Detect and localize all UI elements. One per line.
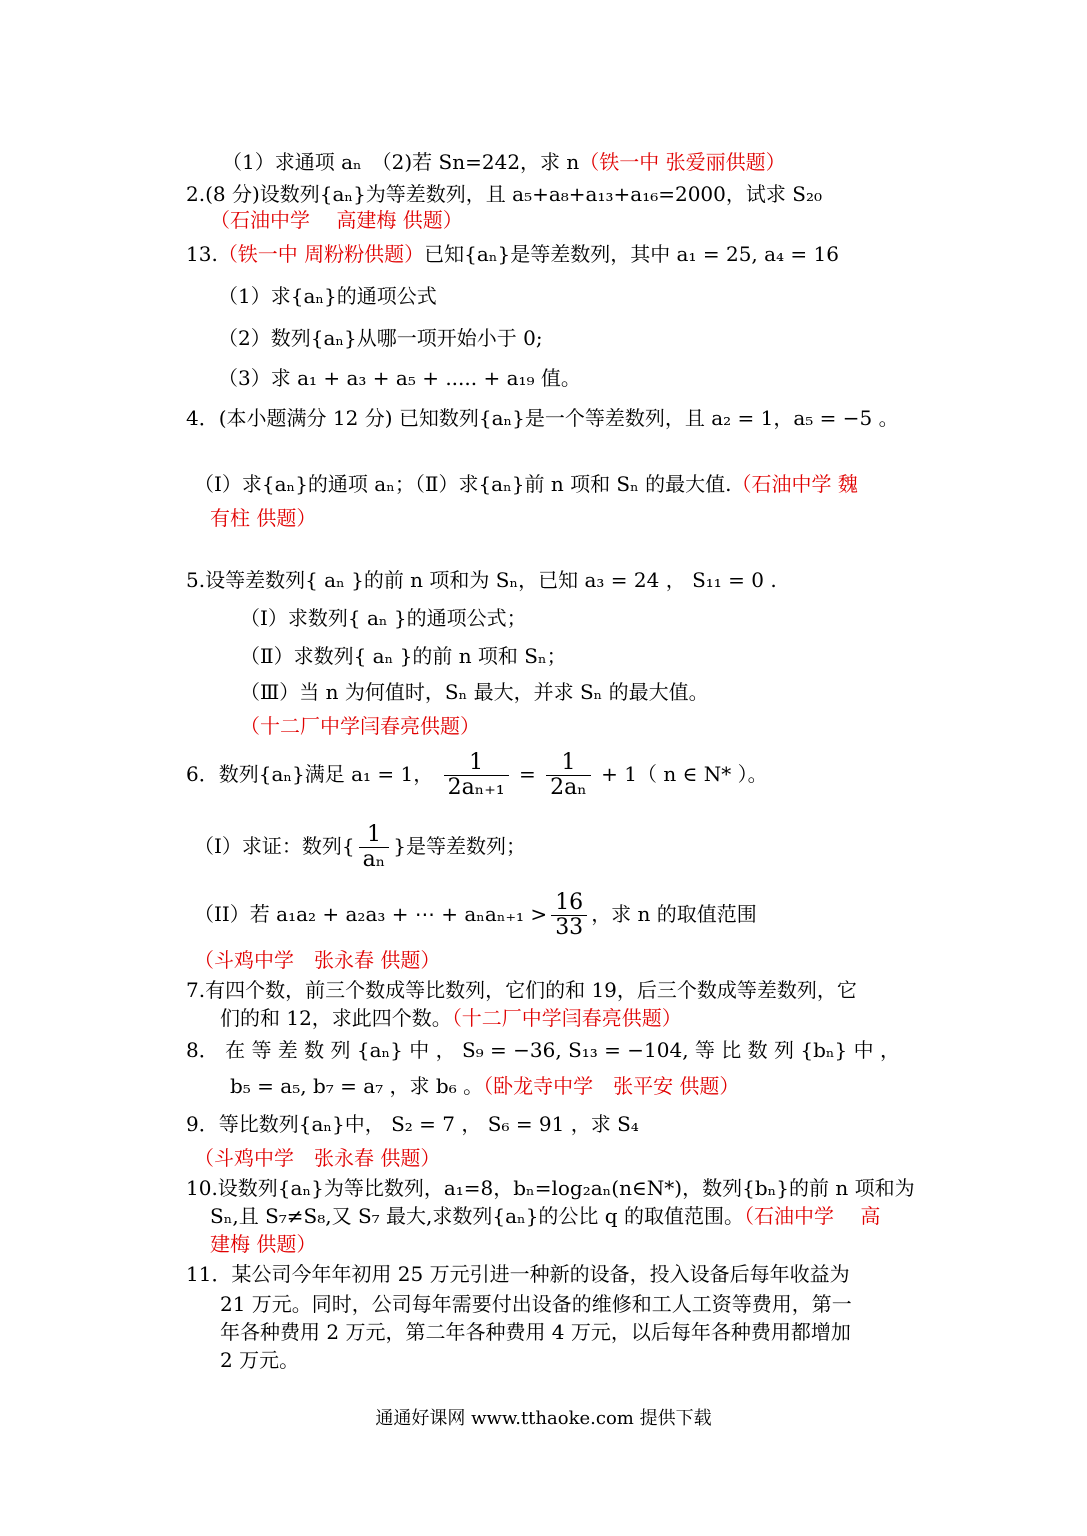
problem-10-line-2: Sₙ,且 S₇≠S₈,又 S₇ 最大,求数列{aₙ}的公比 q 的取值范围。（石油中学 高 — [210, 1204, 881, 1228]
source-label: （石油中学 魏 — [731, 472, 858, 496]
problem-7-line-1: 7.有四个数，前三个数成等比数列，它们的和 19，后三个数成等差数列，它 — [186, 978, 857, 1002]
source-label: 有柱 供题） — [210, 506, 317, 530]
problem-7-line-2: 们的和 12，求此四个数。（十二厂中学闫春亮供题） — [220, 1006, 682, 1030]
source-label: （斗鸡中学 张永春 供题） — [194, 1146, 441, 1170]
source-label: 建梅 供题） — [210, 1232, 317, 1256]
problem-4-parts: （Ⅰ）求{aₙ}的通项 aₙ；（Ⅱ）求{aₙ}前 n 项和 Sₙ 的最大值.（石油中学 魏 — [194, 472, 858, 496]
problem-10-line-1: 10.设数列{aₙ}为等比数列，a₁=8，bₙ=log₂aₙ(n∈N*)，数列{bₙ}的前 n 项和为 — [186, 1176, 915, 1200]
problem-1-parts: （1）求通项 aₙ （2)若 Sn=242，求 n（铁一中 张爱丽供题） — [222, 150, 786, 174]
problem-8-line-1: 8． 在 等 差 数 列 {aₙ} 中 ， S₉ = −36, S₁₃ = −104, 等 比 数 列 {bₙ} 中 ， — [186, 1038, 900, 1062]
problem-11-line-1: 11．某公司今年年初用 25 万元引进一种新的设备，投入设备后每年收益为 — [186, 1262, 850, 1286]
problem-4: 4．(本小题满分 12 分) 已知数列{aₙ}是一个等差数列，且 a₂ = 1，a₅ = −5 。 — [186, 406, 899, 430]
source-label: （石油中学 高建梅 供题） — [210, 208, 463, 232]
source-label: （石油中学 高 — [743, 1204, 881, 1228]
fraction: $\frac{1}{\text{2aₙ}}$ — [546, 751, 591, 800]
problem-11-line-4: 2 万元。 — [220, 1348, 300, 1372]
source-label: （斗鸡中学 张永春 供题） — [194, 948, 441, 972]
problem-9: 9．等比数列{aₙ}中， S₂ = 7 ， S₆ = 91 ，求 S₄ — [186, 1112, 639, 1136]
problem-11-line-3: 年各种费用 2 万元，第二年各种费用 4 万元，以后每年各种费用都增加 — [220, 1320, 851, 1344]
problem-5: 5.设等差数列{ aₙ }的前 n 项和为 Sₙ，已知 a₃ = 24 ， S₁₁ = 0 . — [186, 568, 777, 592]
problem-5-part-2: （Ⅱ）求数列{ aₙ }的前 n 项和 Sₙ； — [240, 644, 567, 668]
source-label: （铁一中 周粉粉供题） — [217, 242, 425, 266]
problem-13-part-2: （2）数列{aₙ}从哪一项开始小于 0; — [218, 326, 543, 350]
problem-5-part-1: （Ⅰ）求数列{ aₙ }的通项公式； — [240, 606, 527, 630]
source-label: （十二厂中学闫春亮供题） — [240, 714, 480, 738]
problem-6: 6．数列{aₙ}满足 a₁ = 1， $\frac{1}{\text{2aₙ₊₁}}$ = $\frac{1}{\text{2aₙ}}$ + 1（ n ∈ N* ）。 — [186, 750, 768, 800]
problem-2: 2.(8 分)设数列{aₙ}为等差数列，且 a₅+a₈+a₁₃+a₁₆=2000，试求 S₂₀ — [186, 182, 822, 206]
problem-11-line-2: 21 万元。同时，公司每年需要付出设备的维修和工人工资等费用，第一 — [220, 1292, 852, 1316]
problem-13-part-3: （3）求 a₁ + a₃ + a₅ + ..... + a₁₉ 值。 — [218, 366, 581, 390]
problem-13: 13.（铁一中 周粉粉供题）已知{aₙ}是等差数列，其中 a₁ = 25, a₄ = 16 — [186, 242, 839, 266]
problem-5-part-3: （Ⅲ）当 n 为何值时，Sₙ 最大，并求 Sₙ 的最大值。 — [240, 680, 709, 704]
page-footer: 通通好课网 www.tthaoke.com 提供下载 — [375, 1408, 712, 1429]
source-label: （卧龙寺中学 张平安 供题） — [483, 1074, 740, 1098]
problem-6-part-1: （I）求证：数列{ $\frac{1}{\text{aₙ}}$ }是等差数列； — [194, 822, 526, 872]
problem-13-part-1: （1）求{aₙ}的通项公式 — [218, 284, 437, 308]
fraction: $\frac{16}{33}$ — [551, 891, 587, 940]
problem-6-part-2: （II）若 a₁a₂ + a₂a₃ + ⋯ + aₙaₙ₊₁ > $\frac{16}{33}$ ，求 n 的取值范围 — [194, 890, 757, 940]
problem-8-line-2: b₅ = a₅, b₇ = a₇ ，求 b₆ 。（卧龙寺中学 张平安 供题） — [230, 1074, 740, 1098]
fraction: $\frac{1}{\text{2aₙ₊₁}}$ — [444, 751, 509, 800]
source-label: （铁一中 张爱丽供题） — [579, 150, 786, 174]
fraction: $\frac{1}{\text{aₙ}}$ — [359, 823, 390, 872]
source-label: （十二厂中学闫春亮供题） — [451, 1006, 682, 1030]
